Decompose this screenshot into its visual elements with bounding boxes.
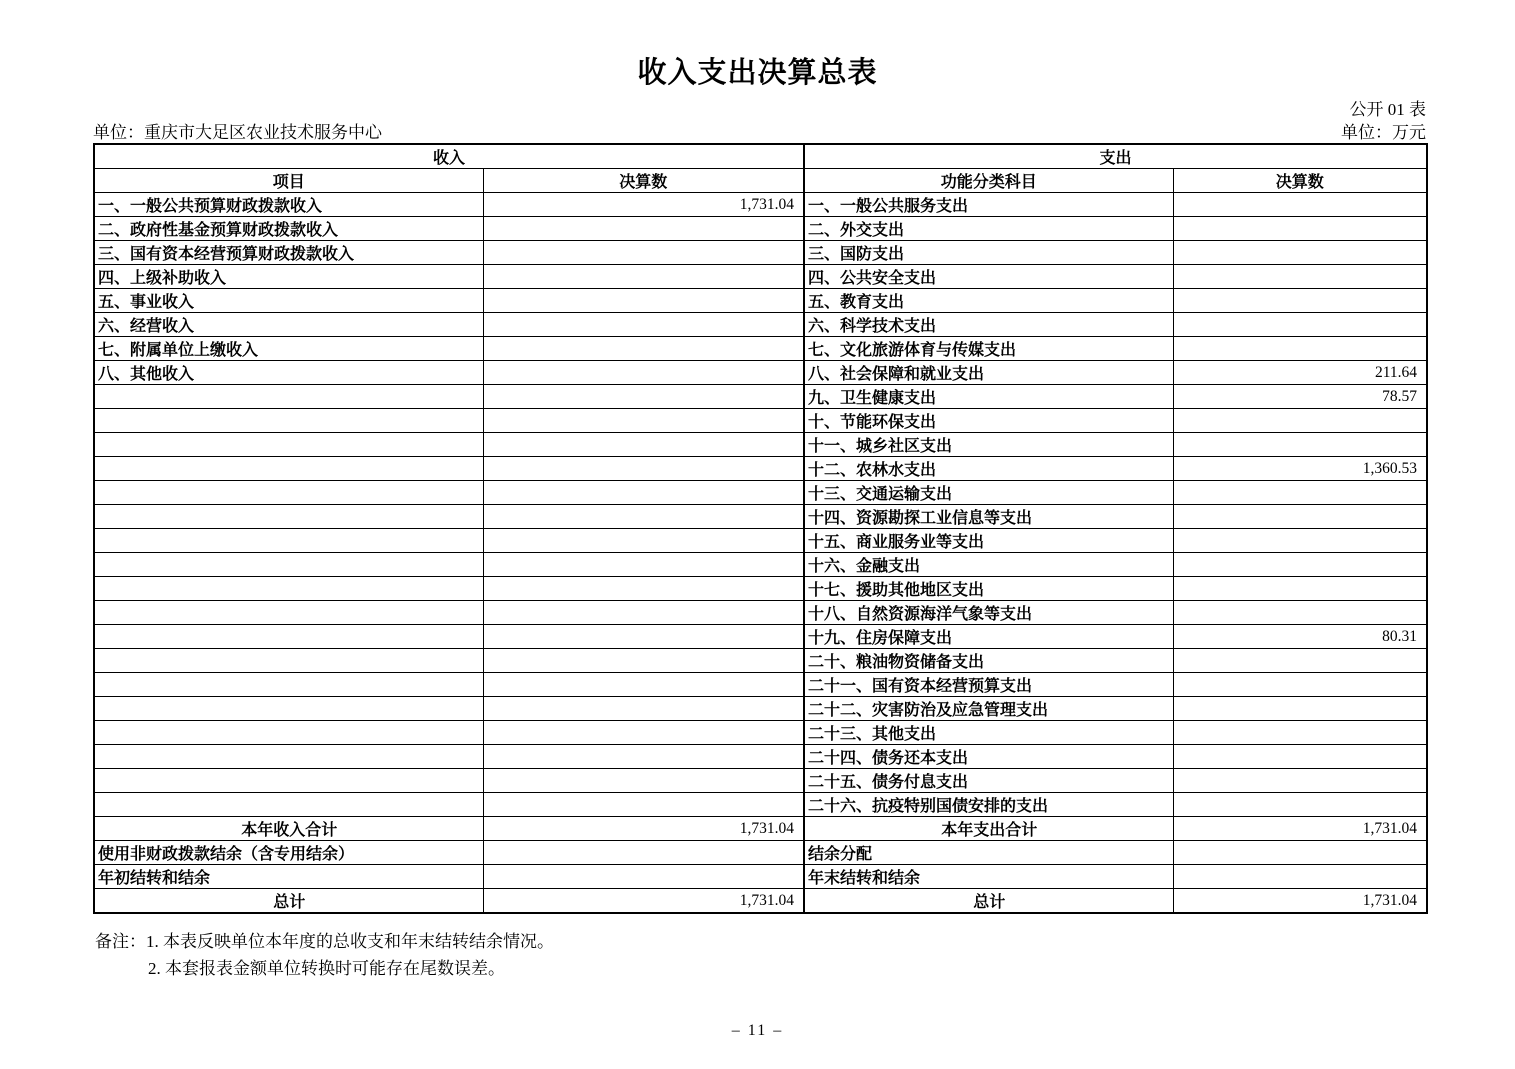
income-item-cell: 二、政府性基金预算财政拨款收入: [94, 217, 483, 241]
income-value-cell: [483, 337, 804, 361]
expense-value-cell: [1173, 649, 1427, 673]
income-value-cell: [483, 601, 804, 625]
income-value-cell: [483, 841, 804, 865]
income-item-cell: 五、事业收入: [94, 289, 483, 313]
expense-value-cell: [1173, 313, 1427, 337]
income-value-cell: 1,731.04: [483, 193, 804, 217]
expense-item-cell: 二十六、抗疫特别国债安排的支出: [804, 793, 1173, 817]
expense-item-cell: 二十四、债务还本支出: [804, 745, 1173, 769]
income-value-cell: [483, 241, 804, 265]
income-item-cell: [94, 697, 483, 721]
table-row: [94, 433, 1427, 457]
expense-value-cell: 80.31: [1173, 625, 1427, 649]
column-header-row: [94, 169, 1427, 193]
expense-value-cell: 1,731.04: [1173, 889, 1427, 914]
table-row: [94, 385, 1427, 409]
expense-item-cell: 二、外交支出: [804, 217, 1173, 241]
expense-section-header: 支出: [804, 144, 1427, 169]
table-row: [94, 649, 1427, 673]
table-row: [94, 361, 1427, 385]
table-row: [94, 409, 1427, 433]
income-item-cell: [94, 505, 483, 529]
income-item-cell: [94, 409, 483, 433]
expense-item-cell: 四、公共安全支出: [804, 265, 1173, 289]
income-value-cell: [483, 385, 804, 409]
table-row: [94, 313, 1427, 337]
expense-item-cell: 八、社会保障和就业支出: [804, 361, 1173, 385]
note-line-2: 2. 本套报表金额单位转换时可能存在尾数误差。: [148, 959, 505, 978]
expense-value-cell: [1173, 769, 1427, 793]
income-item-cell: [94, 625, 483, 649]
expense-value-cell: [1173, 601, 1427, 625]
expense-value-cell: [1173, 745, 1427, 769]
table-row: [94, 289, 1427, 313]
income-value-cell: [483, 433, 804, 457]
expense-value-cell: [1173, 265, 1427, 289]
expense-item-cell: 二十五、债务付息支出: [804, 769, 1173, 793]
expense-value-cell: [1173, 577, 1427, 601]
income-item-cell: [94, 721, 483, 745]
expense-item-cell: 九、卫生健康支出: [804, 385, 1173, 409]
final-accounts-table: [93, 143, 1428, 914]
income-item-cell: 总计: [94, 889, 483, 914]
income-value-cell: [483, 721, 804, 745]
notes-block: [95, 928, 554, 982]
table-row: [94, 769, 1427, 793]
income-value-cell: [483, 865, 804, 889]
expense-item-cell: 本年支出合计: [804, 817, 1173, 841]
income-item-cell: [94, 769, 483, 793]
expense-value-cell: [1173, 505, 1427, 529]
expense-value-cell: 211.64: [1173, 361, 1427, 385]
expense-value-cell: [1173, 289, 1427, 313]
expense-value-cell: 1,731.04: [1173, 817, 1427, 841]
income-item-cell: [94, 649, 483, 673]
expense-item-cell: 十七、援助其他地区支出: [804, 577, 1173, 601]
table-row: [94, 601, 1427, 625]
income-value-cell: [483, 529, 804, 553]
income-value-cell: [483, 313, 804, 337]
expense-value-cell: [1173, 337, 1427, 361]
expense-value-cell: [1173, 841, 1427, 865]
income-value-cell: [483, 793, 804, 817]
expense-item-cell: 十四、资源勘探工业信息等支出: [804, 505, 1173, 529]
expense-value-cell: [1173, 793, 1427, 817]
expense-item-column-header: 功能分类科目: [804, 169, 1173, 193]
expense-value-column-header: 决算数: [1173, 169, 1427, 193]
income-value-cell: [483, 745, 804, 769]
income-item-cell: [94, 481, 483, 505]
expense-value-cell: [1173, 529, 1427, 553]
expense-item-cell: 十二、农林水支出: [804, 457, 1173, 481]
table-row: [94, 865, 1427, 889]
income-item-cell: [94, 601, 483, 625]
notes-prefix: 备注：: [95, 932, 146, 951]
income-value-cell: [483, 361, 804, 385]
page-number: – 11 –: [731, 1022, 784, 1039]
expense-value-cell: [1173, 481, 1427, 505]
expense-value-cell: [1173, 241, 1427, 265]
table-row: [94, 193, 1427, 217]
expense-value-cell: [1173, 553, 1427, 577]
unit-name-label: 单位：重庆市大足区农业技术服务中心: [93, 123, 382, 142]
table-row: [94, 625, 1427, 649]
expense-item-cell: 总计: [804, 889, 1173, 914]
table-row: [94, 889, 1427, 914]
income-value-cell: [483, 265, 804, 289]
income-section-header: 收入: [94, 144, 804, 169]
expense-item-cell: 三、国防支出: [804, 241, 1173, 265]
income-value-cell: [483, 625, 804, 649]
income-value-column-header: 决算数: [483, 169, 804, 193]
note-line-1: [95, 928, 554, 955]
expense-value-cell: [1173, 673, 1427, 697]
table-row: [94, 529, 1427, 553]
expense-item-cell: 十一、城乡社区支出: [804, 433, 1173, 457]
table-row: [94, 721, 1427, 745]
table-row: [94, 457, 1427, 481]
table-row: [94, 673, 1427, 697]
income-value-cell: [483, 649, 804, 673]
income-item-cell: 七、附属单位上缴收入: [94, 337, 483, 361]
table-row: [94, 481, 1427, 505]
income-value-cell: 1,731.04: [483, 817, 804, 841]
expense-item-cell: 年末结转和结余: [804, 865, 1173, 889]
expense-item-cell: 十三、交通运输支出: [804, 481, 1173, 505]
income-item-cell: [94, 385, 483, 409]
expense-item-cell: 十、节能环保支出: [804, 409, 1173, 433]
income-value-cell: [483, 217, 804, 241]
table-body: [94, 193, 1427, 914]
income-item-cell: 年初结转和结余: [94, 865, 483, 889]
income-item-cell: 三、国有资本经营预算财政拨款收入: [94, 241, 483, 265]
note-text-1: 1. 本表反映单位本年度的总收支和年末结转结余情况。: [146, 932, 554, 951]
table-row: [94, 817, 1427, 841]
table-row: [94, 337, 1427, 361]
table-row: [94, 505, 1427, 529]
expense-item-cell: 二十、粮油物资储备支出: [804, 649, 1173, 673]
expense-item-cell: 六、科学技术支出: [804, 313, 1173, 337]
income-item-cell: [94, 433, 483, 457]
expense-item-cell: 十九、住房保障支出: [804, 625, 1173, 649]
expense-item-cell: 二十三、其他支出: [804, 721, 1173, 745]
income-value-cell: [483, 289, 804, 313]
table-row: [94, 265, 1427, 289]
income-value-cell: [483, 505, 804, 529]
unit-of-measure-label: 单位：万元: [1341, 123, 1426, 142]
expense-item-cell: 一、一般公共服务支出: [804, 193, 1173, 217]
income-value-cell: [483, 553, 804, 577]
income-item-cell: [94, 457, 483, 481]
table-row: [94, 841, 1427, 865]
income-item-column-header: 项目: [94, 169, 483, 193]
expense-value-cell: [1173, 217, 1427, 241]
expense-value-cell: [1173, 409, 1427, 433]
expense-item-cell: 七、文化旅游体育与传媒支出: [804, 337, 1173, 361]
income-value-cell: [483, 457, 804, 481]
table-row: [94, 793, 1427, 817]
expense-item-cell: 十六、金融支出: [804, 553, 1173, 577]
income-value-cell: 1,731.04: [483, 889, 804, 914]
income-item-cell: 八、其他收入: [94, 361, 483, 385]
income-item-cell: [94, 745, 483, 769]
income-item-cell: 使用非财政拨款结余（含专用结余）: [94, 841, 483, 865]
section-header-row: [94, 144, 1427, 169]
page-title: 收入支出决算总表: [637, 57, 878, 89]
table-row: [94, 745, 1427, 769]
income-item-cell: 四、上级补助收入: [94, 265, 483, 289]
table-row: [94, 697, 1427, 721]
expense-value-cell: [1173, 721, 1427, 745]
income-item-cell: 一、一般公共预算财政拨款收入: [94, 193, 483, 217]
income-item-cell: [94, 577, 483, 601]
income-value-cell: [483, 481, 804, 505]
expense-item-cell: 十五、商业服务业等支出: [804, 529, 1173, 553]
meta-row: [93, 118, 1426, 143]
expense-value-cell: 78.57: [1173, 385, 1427, 409]
income-value-cell: [483, 577, 804, 601]
table-row: [94, 241, 1427, 265]
income-item-cell: 六、经营收入: [94, 313, 483, 337]
expense-value-cell: [1173, 193, 1427, 217]
income-item-cell: 本年收入合计: [94, 817, 483, 841]
income-value-cell: [483, 409, 804, 433]
expense-value-cell: [1173, 865, 1427, 889]
expense-item-cell: 结余分配: [804, 841, 1173, 865]
form-code-label: 公开 01 表: [1349, 100, 1426, 119]
income-value-cell: [483, 769, 804, 793]
table-row: [94, 217, 1427, 241]
expense-item-cell: 五、教育支出: [804, 289, 1173, 313]
income-value-cell: [483, 673, 804, 697]
income-item-cell: [94, 673, 483, 697]
table-row: [94, 577, 1427, 601]
expense-value-cell: 1,360.53: [1173, 457, 1427, 481]
income-item-cell: [94, 793, 483, 817]
expense-item-cell: 二十一、国有资本经营预算支出: [804, 673, 1173, 697]
expense-value-cell: [1173, 433, 1427, 457]
expense-item-cell: 十八、自然资源海洋气象等支出: [804, 601, 1173, 625]
table-row: [94, 553, 1427, 577]
expense-value-cell: [1173, 697, 1427, 721]
income-value-cell: [483, 697, 804, 721]
income-item-cell: [94, 529, 483, 553]
expense-item-cell: 二十二、灾害防治及应急管理支出: [804, 697, 1173, 721]
income-item-cell: [94, 553, 483, 577]
